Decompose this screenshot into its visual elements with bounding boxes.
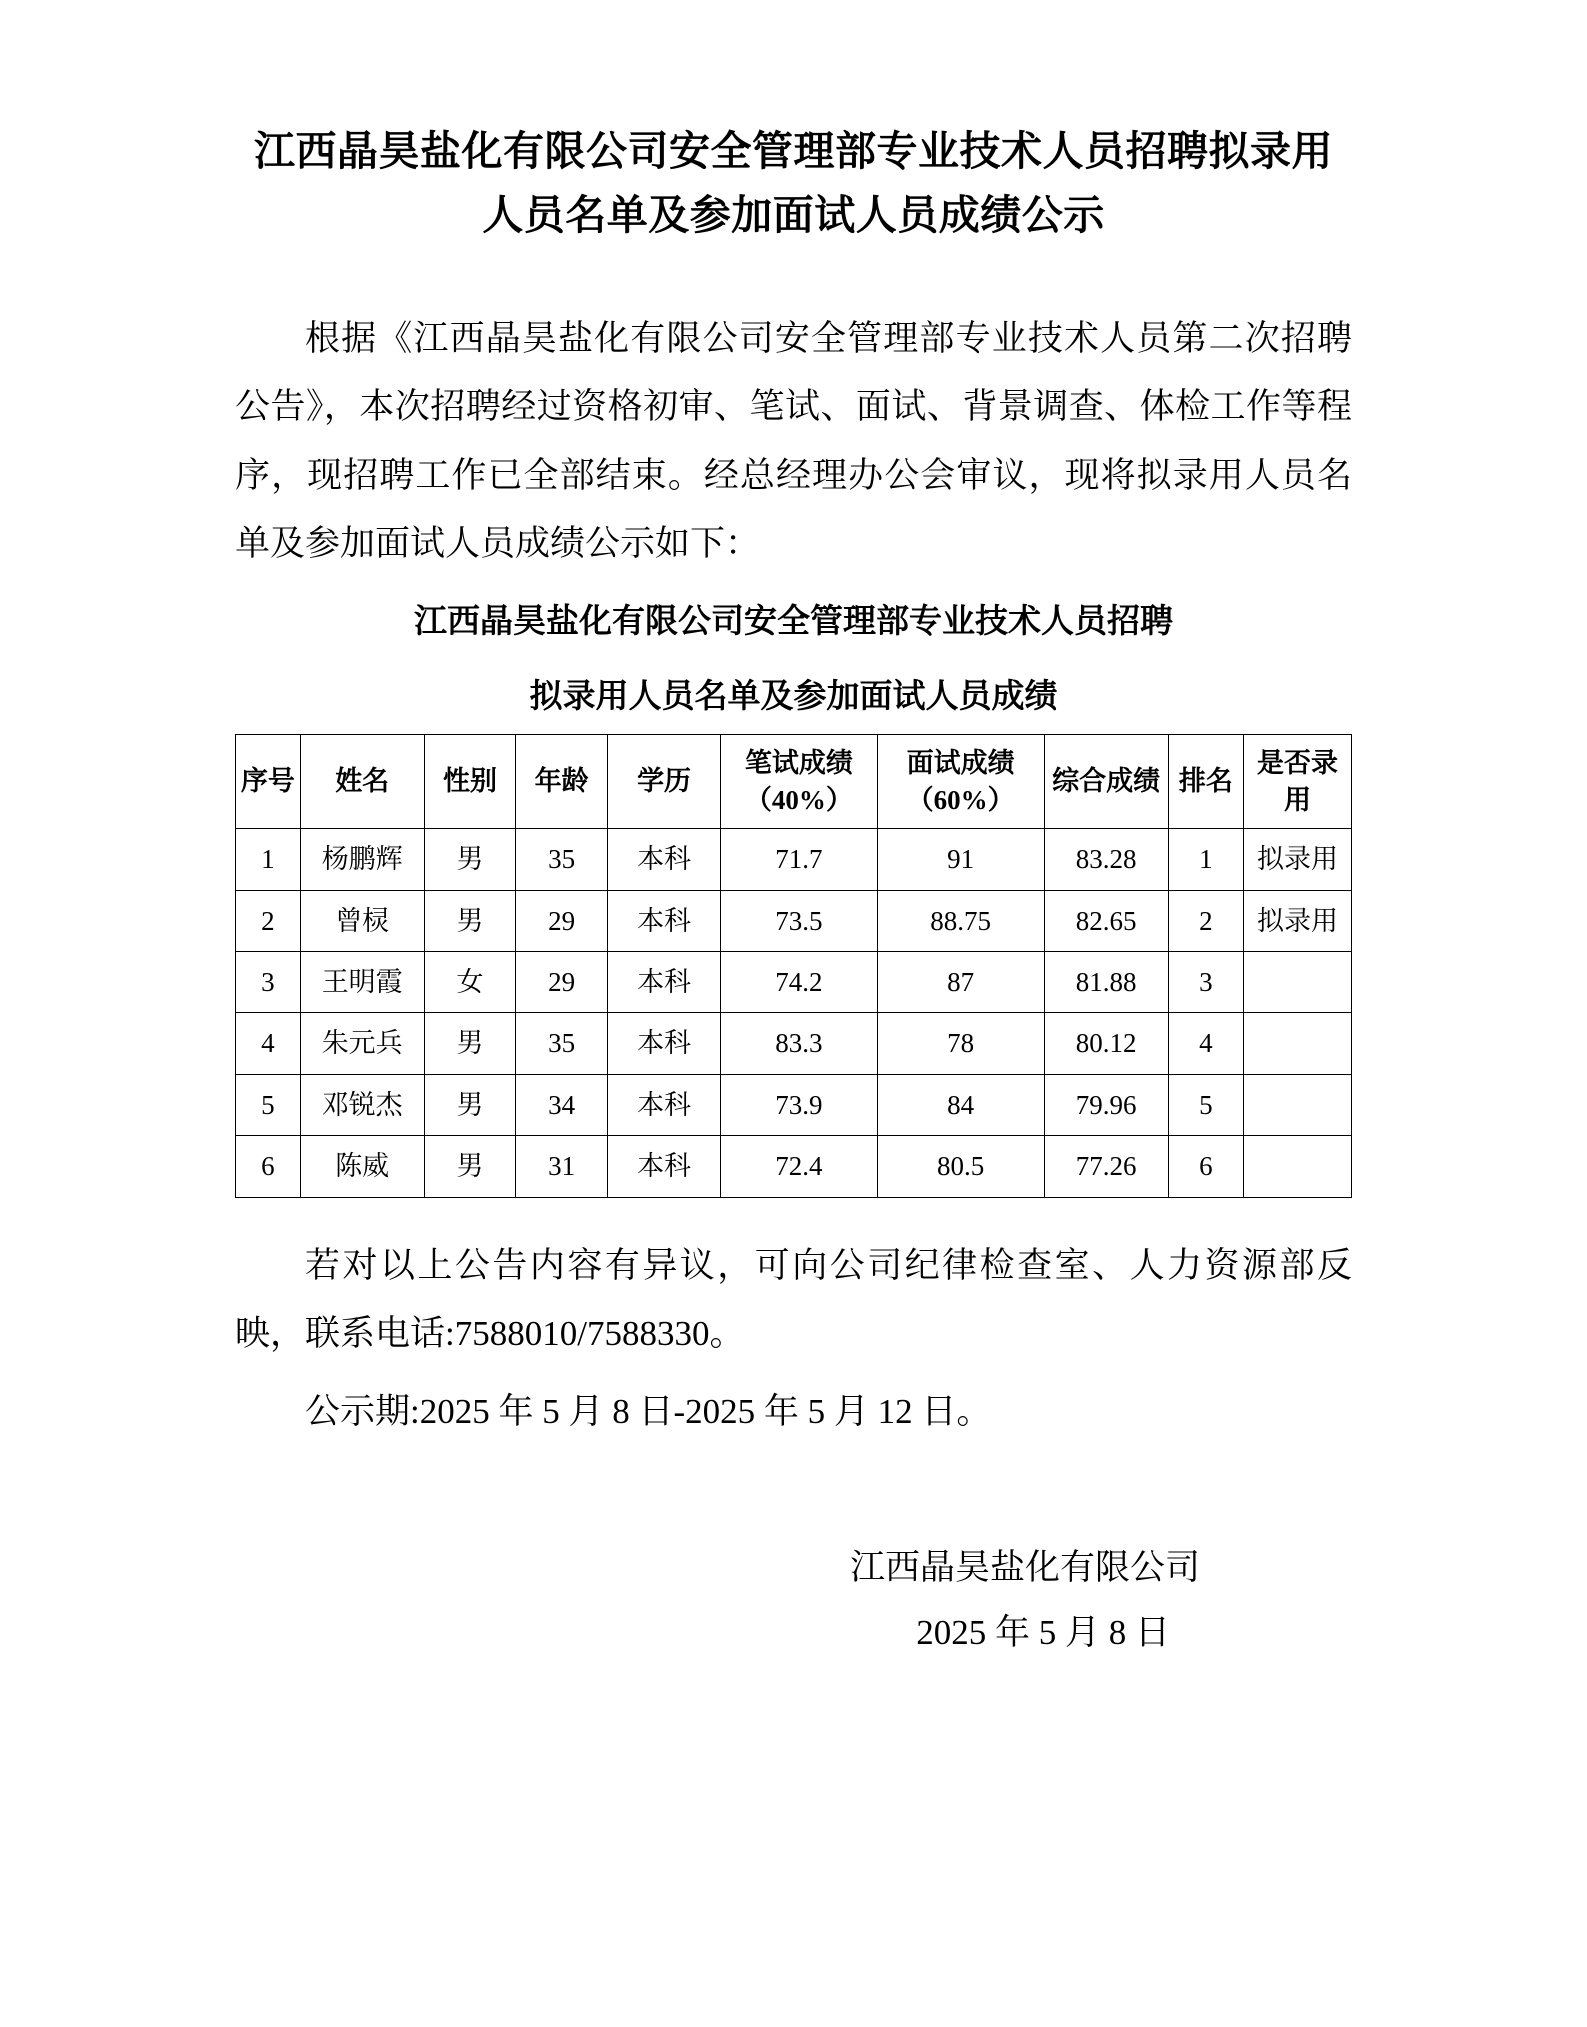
- cell-name: 朱元兵: [300, 1013, 424, 1074]
- table-caption-line-2: 拟录用人员名单及参加面试人员成绩: [529, 679, 1058, 716]
- table-row: [236, 890, 1352, 951]
- cell-written-score: 73.5: [721, 890, 877, 951]
- cell-written-score: 72.4: [721, 1136, 877, 1197]
- cell-gender: 男: [424, 829, 516, 890]
- cell-age: 35: [516, 829, 608, 890]
- cell-age: 31: [516, 1136, 608, 1197]
- cell-hired: [1244, 1074, 1352, 1135]
- intro-paragraph: 根据《江西晶昊盐化有限公司安全管理部专业技术人员第二次招聘公告》，本次招聘经过资格初审、笔试、面试、背景调查、体检工作等程序，现招聘工作已全部结束。经总经理办公会审议，现将拟录用人员名单及参加面试人员成绩公示如下：: [235, 319, 1352, 563]
- column-header-index: 序号: [236, 735, 301, 829]
- column-header-rank: 排名: [1168, 735, 1243, 829]
- signature-company: 江西晶昊盐化有限公司: [849, 1548, 1200, 1588]
- cell-hired: [1244, 1013, 1352, 1074]
- cell-index: 6: [236, 1136, 301, 1197]
- cell-gender: 男: [424, 1013, 516, 1074]
- cell-interview-score: 91: [877, 829, 1044, 890]
- cell-gender: 女: [424, 951, 516, 1012]
- objection-paragraph: 若对以上公告内容有异议，可向公司纪律检查室、人力资源部反映，联系电话:7588010/7588330。: [235, 1245, 1352, 1353]
- cell-written-score: 71.7: [721, 829, 877, 890]
- cell-education: 本科: [607, 890, 720, 951]
- column-header-name: 姓名: [300, 735, 424, 829]
- cell-total-score: 77.26: [1044, 1136, 1168, 1197]
- publicity-period-paragraph: 公示期:2025 年 5 月 8 日-2025 年 5 月 12 日。: [305, 1392, 992, 1432]
- cell-hired: 拟录用: [1244, 890, 1352, 951]
- cell-education: 本科: [607, 829, 720, 890]
- cell-written-score: 83.3: [721, 1013, 877, 1074]
- cell-index: 2: [236, 890, 301, 951]
- table-row: [236, 1074, 1352, 1135]
- cell-index: 4: [236, 1013, 301, 1074]
- cell-written-score: 73.9: [721, 1074, 877, 1135]
- cell-interview-score: 88.75: [877, 890, 1044, 951]
- cell-name: 邓锐杰: [300, 1074, 424, 1135]
- cell-written-score: 74.2: [721, 951, 877, 1012]
- cell-education: 本科: [607, 1136, 720, 1197]
- column-header-interview-score: 面试成绩（60%）: [877, 735, 1044, 829]
- page-title: 江西晶昊盐化有限公司安全管理部专业技术人员招聘拟录用人员名单及参加面试人员成绩公示: [254, 128, 1333, 238]
- candidate-results-table: [235, 734, 1352, 1198]
- cell-name: 陈威: [300, 1136, 424, 1197]
- table-header-row: [236, 735, 1352, 829]
- cell-interview-score: 87: [877, 951, 1044, 1012]
- cell-rank: 2: [1168, 890, 1243, 951]
- cell-total-score: 80.12: [1044, 1013, 1168, 1074]
- table-row: [236, 951, 1352, 1012]
- table-row: [236, 1136, 1352, 1197]
- cell-hired: [1244, 951, 1352, 1012]
- cell-education: 本科: [607, 1013, 720, 1074]
- cell-name: 曾棂: [300, 890, 424, 951]
- cell-total-score: 83.28: [1044, 829, 1168, 890]
- cell-rank: 3: [1168, 951, 1243, 1012]
- signature-block: [235, 1536, 1352, 1666]
- cell-rank: 1: [1168, 829, 1243, 890]
- cell-education: 本科: [607, 1074, 720, 1135]
- cell-age: 29: [516, 890, 608, 951]
- column-header-written-score: 笔试成绩（40%）: [721, 735, 877, 829]
- cell-interview-score: 84: [877, 1074, 1044, 1135]
- column-header-hired: 是否录用: [1244, 735, 1352, 829]
- cell-total-score: 82.65: [1044, 890, 1168, 951]
- cell-index: 5: [236, 1074, 301, 1135]
- cell-age: 35: [516, 1013, 608, 1074]
- cell-total-score: 81.88: [1044, 951, 1168, 1012]
- cell-rank: 6: [1168, 1136, 1243, 1197]
- cell-index: 1: [236, 829, 301, 890]
- cell-age: 29: [516, 951, 608, 1012]
- cell-education: 本科: [607, 951, 720, 1012]
- table-row: [236, 829, 1352, 890]
- cell-index: 3: [236, 951, 301, 1012]
- cell-name: 王明霞: [300, 951, 424, 1012]
- cell-interview-score: 80.5: [877, 1136, 1044, 1197]
- cell-hired: 拟录用: [1244, 829, 1352, 890]
- column-header-age: 年龄: [516, 735, 608, 829]
- cell-gender: 男: [424, 1074, 516, 1135]
- cell-gender: 男: [424, 1136, 516, 1197]
- signature-date: 2025 年 5 月 8 日: [916, 1613, 1170, 1653]
- table-caption-line-1: 江西晶昊盐化有限公司安全管理部专业技术人员招聘: [414, 604, 1173, 641]
- cell-hired: [1244, 1136, 1352, 1197]
- cell-interview-score: 78: [877, 1013, 1044, 1074]
- column-header-total-score: 综合成绩: [1044, 735, 1168, 829]
- cell-gender: 男: [424, 890, 516, 951]
- column-header-gender: 性别: [424, 735, 516, 829]
- cell-rank: 5: [1168, 1074, 1243, 1135]
- cell-rank: 4: [1168, 1013, 1243, 1074]
- cell-total-score: 79.96: [1044, 1074, 1168, 1135]
- cell-age: 34: [516, 1074, 608, 1135]
- column-header-education: 学历: [607, 735, 720, 829]
- cell-name: 杨鹏辉: [300, 829, 424, 890]
- table-row: [236, 1013, 1352, 1074]
